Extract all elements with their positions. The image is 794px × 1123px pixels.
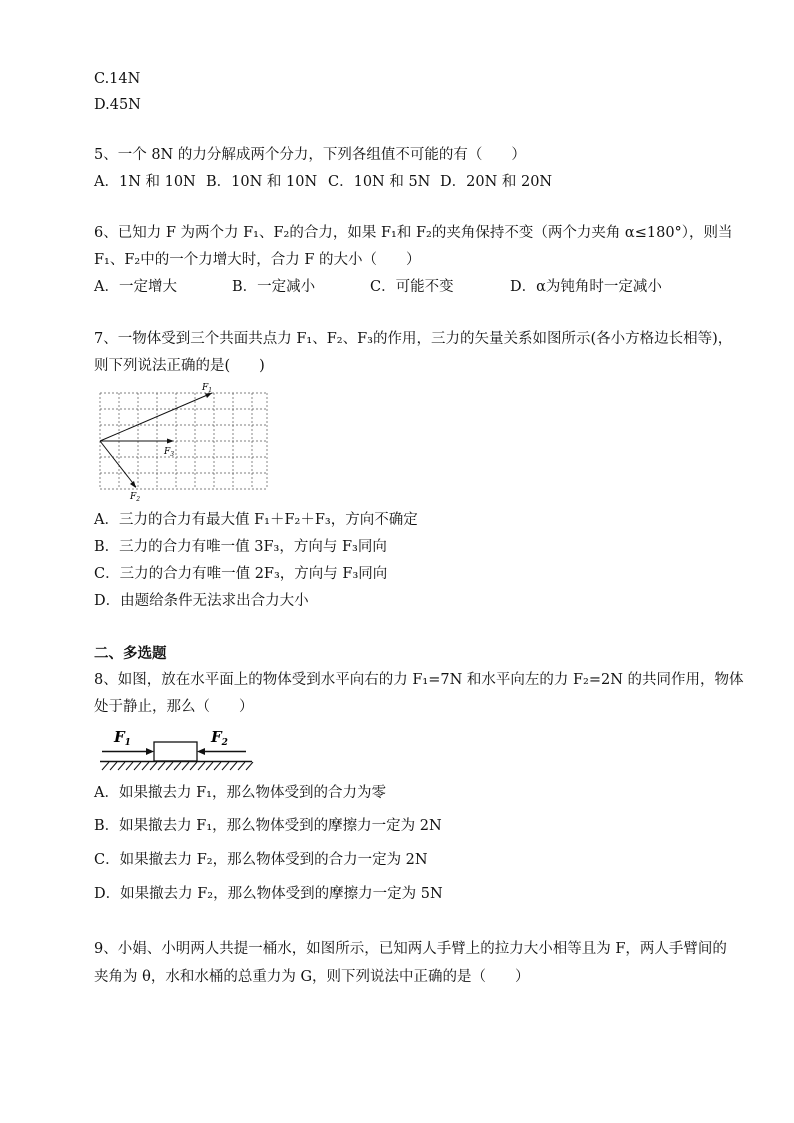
q4-option-c: C.14N [94,71,141,87]
q7-vector-grid-figure [94,380,274,502]
q7-option-a: A．三力的合力有最大值 F₁＋F₂＋F₃，方向不确定 [94,512,418,528]
section-multi-choice-heading: 二、多选题 [94,645,167,662]
q6-option-c: C．可能不变 [370,279,454,295]
label-f1: $F_1$ [202,383,213,394]
q8-option-b: B．如果撤去力 F₁，那么物体受到的摩擦力一定为 2N [94,818,442,834]
arrowhead-f1 [146,748,154,755]
q8-option-a: A．如果撤去力 F₁，那么物体受到的合力为零 [94,785,386,801]
q9-stem-line1: 9、小娟、小明两人共提一桶水，如图所示，已知两人手臂上的拉力大小相等且为 F，两人手臂间的 [94,941,727,957]
q6-stem-line1: 6、已知力 F 为两个力 F₁、F₂的合力，如果 F₁和 F₂的夹角保持不变（两个力夹角 α≤180°），则当 [94,225,733,241]
label-f2: $F_2$ [130,492,141,502]
block [154,742,197,761]
label-f1: $F_1$ [114,728,131,748]
q6-stem-line2: F₁、F₂中的一个力增大时，合力 F 的大小（ ） [94,252,421,268]
q5-options [94,173,552,191]
q5-option-a: A．1N 和 10N [94,174,196,190]
q8-option-c: C．如果撤去力 F₂，那么物体受到的合力一定为 2N [94,852,428,868]
q5-stem: 5、一个 8N 的力分解成两个分力，下列各组值不可能的有（ ） [94,147,526,163]
label-f3: $F_3$ [164,447,175,458]
q5-option-d: D．20N 和 20N [440,174,553,190]
q7-stem-line2: 则下列说法正确的是( ) [94,358,265,374]
arrowhead-f2 [197,748,205,755]
q5-option-c: C．10N 和 5N [328,174,431,190]
q9-stem-line2: 夹角为 θ，水和水桶的总重力为 G，则下列说法中正确的是（ ） [94,969,530,985]
q8-block-figure [98,725,254,773]
q8-stem-line2: 处于静止，那么（ ） [94,699,254,715]
q7-option-b: B．三力的合力有唯一值 3F₃，方向与 F₃同向 [94,539,387,555]
q4-option-d: D.45N [94,97,141,113]
vector-f2 [100,441,136,487]
ground-hatching [102,762,253,770]
q8-option-d: D．如果撤去力 F₂，那么物体受到的摩擦力一定为 5N [94,886,443,902]
q6-option-d: D．α为钝角时一定减小 [510,279,662,295]
q6-options [94,278,662,296]
q5-option-b: B．10N 和 10N [206,174,318,190]
arrowhead-f3 [167,439,174,444]
q7-option-c: C．三力的合力有唯一值 2F₃，方向与 F₃同向 [94,566,388,582]
q8-stem-line1: 8、如图，放在水平面上的物体受到水平向右的力 F₁=7N 和水平向左的力 F₂=2N 的共同作用，物体 [94,672,744,688]
arrowhead-f2 [130,481,136,488]
label-f2: $F_2$ [211,728,228,748]
q7-stem-line1: 7、一物体受到三个共面共点力 F₁、F₂、F₃的作用，三力的矢量关系如图所示(各小方格边长相等)， [94,331,733,347]
q7-option-d: D．由题给条件无法求出合力大小 [94,593,309,609]
q6-option-a: A．一定增大 [94,279,177,295]
q6-option-b: B．一定减小 [232,279,316,295]
